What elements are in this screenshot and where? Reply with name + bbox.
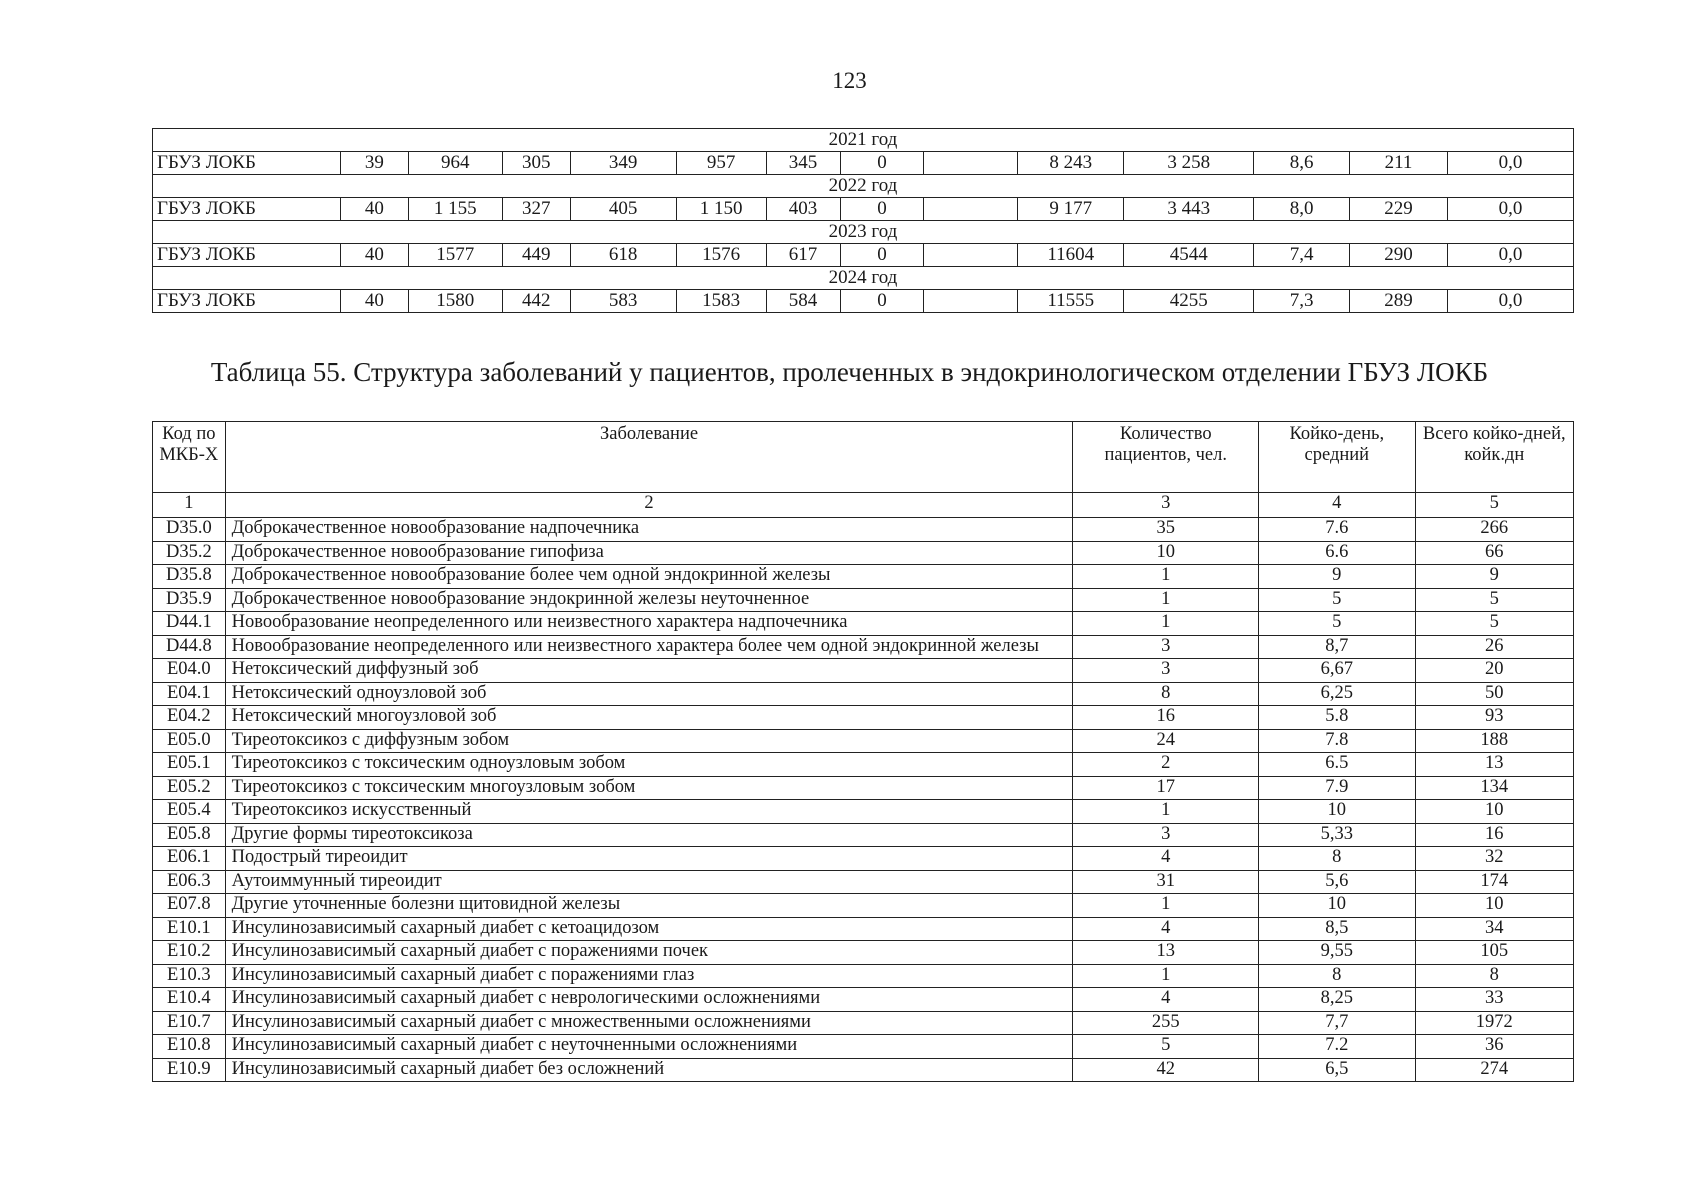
total-bed-days: 26 [1415,635,1573,659]
table-row [153,729,1574,753]
stats-cell: 289 [1350,290,1448,313]
total-bed-days: 266 [1415,518,1573,542]
icd-code: E10.2 [153,941,226,965]
stats-cell [924,290,1018,313]
patient-count: 13 [1073,941,1259,965]
total-bed-days: 10 [1415,894,1573,918]
table-row [153,541,1574,565]
avg-bed-day: 9 [1259,565,1415,589]
avg-bed-day: 8,7 [1259,635,1415,659]
icd-code: D35.0 [153,518,226,542]
disease-name: Новообразование неопределенного или неизвестного характера надпочечника [225,612,1073,636]
total-bed-days: 10 [1415,800,1573,824]
patient-count: 31 [1073,870,1259,894]
stats-cell: 0,0 [1448,152,1574,175]
disease-name: Инсулинозависимый сахарный диабет с множественными осложнениями [225,1011,1073,1035]
stats-cell [924,244,1018,267]
table-row [153,823,1574,847]
avg-bed-day: 9,55 [1259,941,1415,965]
stats-cell: 1576 [676,244,766,267]
stats-cell: 964 [408,152,502,175]
table-row [153,659,1574,683]
stats-row [153,152,1574,175]
stats-cell: 327 [502,198,570,221]
total-bed-days: 32 [1415,847,1573,871]
stats-cell: 0 [840,290,924,313]
patient-count: 1 [1073,588,1259,612]
icd-code: D44.8 [153,635,226,659]
stats-cell: 403 [766,198,840,221]
avg-bed-day: 7.9 [1259,776,1415,800]
stats-cell: 584 [766,290,840,313]
icd-code: D35.2 [153,541,226,565]
patient-count: 42 [1073,1058,1259,1082]
disease-name: Нетоксический диффузный зоб [225,659,1073,683]
total-bed-days: 105 [1415,941,1573,965]
icd-code: E04.1 [153,682,226,706]
patient-count: 4 [1073,988,1259,1012]
icd-code: E04.2 [153,706,226,730]
header-avg-bed-day: Койко-день, средний [1259,422,1415,493]
stats-cell: 0,0 [1448,198,1574,221]
year-label: 2022 год [153,175,1574,198]
table-row [153,776,1574,800]
stats-cell: 11604 [1018,244,1124,267]
avg-bed-day: 5 [1259,612,1415,636]
table-row [153,588,1574,612]
icd-code: E10.8 [153,1035,226,1059]
total-bed-days: 13 [1415,753,1573,777]
patient-count: 16 [1073,706,1259,730]
table-row [153,988,1574,1012]
patient-count: 10 [1073,541,1259,565]
avg-bed-day: 10 [1259,800,1415,824]
column-number-row [153,493,1574,518]
total-bed-days: 16 [1415,823,1573,847]
patient-count: 3 [1073,635,1259,659]
avg-bed-day: 5,33 [1259,823,1415,847]
stats-cell: 290 [1350,244,1448,267]
column-number: 1 [153,493,226,518]
total-bed-days: 33 [1415,988,1573,1012]
icd-code: E10.4 [153,988,226,1012]
stats-cell: 617 [766,244,840,267]
table-row [153,894,1574,918]
icd-code: D35.9 [153,588,226,612]
disease-name: Инсулинозависимый сахарный диабет с поражениями глаз [225,964,1073,988]
total-bed-days: 134 [1415,776,1573,800]
stats-cell: 11555 [1018,290,1124,313]
patient-count: 24 [1073,729,1259,753]
total-bed-days: 36 [1415,1035,1573,1059]
avg-bed-day: 6,67 [1259,659,1415,683]
table-caption: Таблица 55. Структура заболеваний у пациентов, пролеченных в эндокринологическом отделении ГБУЗ ЛОКБ [210,357,1489,387]
disease-name: Нетоксический одноузловой зоб [225,682,1073,706]
stats-cell: 8 243 [1018,152,1124,175]
disease-name: Инсулинозависимый сахарный диабет с кетоацидозом [225,917,1073,941]
stats-cell: 4544 [1124,244,1254,267]
avg-bed-day: 6,25 [1259,682,1415,706]
avg-bed-day: 5,6 [1259,870,1415,894]
column-number: 3 [1073,493,1259,518]
icd-code: E06.1 [153,847,226,871]
icd-code: E10.7 [153,1011,226,1035]
stats-cell: 3 258 [1124,152,1254,175]
table-row [153,964,1574,988]
disease-structure-table [152,421,1574,1082]
disease-name: Другие формы тиреотоксикоза [225,823,1073,847]
stats-cell: 305 [502,152,570,175]
avg-bed-day: 5.8 [1259,706,1415,730]
stats-cell: 0 [840,152,924,175]
disease-name: Новообразование неопределенного или неизвестного характера более чем одной эндокринной железы [225,635,1073,659]
total-bed-days: 274 [1415,1058,1573,1082]
stats-cell [924,198,1018,221]
stats-cell: 449 [502,244,570,267]
patient-count: 1 [1073,964,1259,988]
avg-bed-day: 6.6 [1259,541,1415,565]
table-row [153,917,1574,941]
disease-name: Тиреотоксикоз с токсическим одноузловым зобом [225,753,1073,777]
total-bed-days: 188 [1415,729,1573,753]
stats-cell: 1583 [676,290,766,313]
disease-name: Доброкачественное новообразование эндокринной железы неуточненное [225,588,1073,612]
year-label: 2024 год [153,267,1574,290]
stats-cell: 40 [340,290,408,313]
table-row [153,612,1574,636]
stats-cell: 618 [570,244,676,267]
table-row [153,565,1574,589]
patient-count: 255 [1073,1011,1259,1035]
header-row [153,422,1574,493]
hospital-name: ГБУЗ ЛОКБ [153,290,341,313]
stats-cell: 583 [570,290,676,313]
year-row [153,175,1574,198]
stats-cell: 345 [766,152,840,175]
patient-count: 3 [1073,823,1259,847]
total-bed-days: 8 [1415,964,1573,988]
column-number: 5 [1415,493,1573,518]
stats-cell: 7,4 [1254,244,1350,267]
avg-bed-day: 6.5 [1259,753,1415,777]
table-row [153,1011,1574,1035]
hospital-stats-table [152,128,1574,313]
icd-code: E05.2 [153,776,226,800]
disease-name: Аутоиммунный тиреоидит [225,870,1073,894]
disease-name: Подострый тиреоидит [225,847,1073,871]
stats-cell: 442 [502,290,570,313]
stats-cell: 9 177 [1018,198,1124,221]
total-bed-days: 174 [1415,870,1573,894]
icd-code: E05.1 [153,753,226,777]
icd-code: D44.1 [153,612,226,636]
page-number: 123 [832,68,867,93]
stats-cell: 211 [1350,152,1448,175]
avg-bed-day: 5 [1259,588,1415,612]
stats-cell: 1 155 [408,198,502,221]
stats-cell: 1577 [408,244,502,267]
patient-count: 4 [1073,847,1259,871]
icd-code: E10.1 [153,917,226,941]
header-total-bed-days: Всего койко-дней, койк.дн [1415,422,1573,493]
icd-code: E05.4 [153,800,226,824]
total-bed-days: 34 [1415,917,1573,941]
year-label: 2023 год [153,221,1574,244]
icd-code: D35.8 [153,565,226,589]
avg-bed-day: 8 [1259,847,1415,871]
table-row [153,682,1574,706]
patient-count: 1 [1073,612,1259,636]
table-row [153,753,1574,777]
avg-bed-day: 8,25 [1259,988,1415,1012]
patient-count: 1 [1073,800,1259,824]
stats-cell: 405 [570,198,676,221]
disease-name: Инсулинозависимый сахарный диабет без осложнений [225,1058,1073,1082]
disease-name: Тиреотоксикоз с диффузным зобом [225,729,1073,753]
stats-cell: 40 [340,198,408,221]
patient-count: 4 [1073,917,1259,941]
disease-name: Доброкачественное новообразование более чем одной эндокринной железы [225,565,1073,589]
icd-code: E05.8 [153,823,226,847]
year-row [153,221,1574,244]
avg-bed-day: 7.8 [1259,729,1415,753]
stats-row [153,198,1574,221]
icd-code: E07.8 [153,894,226,918]
icd-code: E10.3 [153,964,226,988]
year-row [153,129,1574,152]
column-number: 2 [225,493,1073,518]
hospital-name: ГБУЗ ЛОКБ [153,198,341,221]
table-row [153,800,1574,824]
header-patient-count: Количество пациентов, чел. [1073,422,1259,493]
patient-count: 3 [1073,659,1259,683]
icd-code: E05.0 [153,729,226,753]
disease-name: Нетоксический многоузловой зоб [225,706,1073,730]
avg-bed-day: 7.2 [1259,1035,1415,1059]
patient-count: 2 [1073,753,1259,777]
table-row [153,518,1574,542]
stats-cell: 0,0 [1448,290,1574,313]
total-bed-days: 9 [1415,565,1573,589]
disease-name: Доброкачественное новообразование надпочечника [225,518,1073,542]
header-icd-code: Код по МКБ-Х [153,422,226,493]
avg-bed-day: 7,7 [1259,1011,1415,1035]
disease-name: Тиреотоксикоз искусственный [225,800,1073,824]
icd-code: E06.3 [153,870,226,894]
icd-code: E04.0 [153,659,226,683]
total-bed-days: 20 [1415,659,1573,683]
stats-cell: 1 150 [676,198,766,221]
stats-cell: 39 [340,152,408,175]
table-row [153,1035,1574,1059]
avg-bed-day: 8,5 [1259,917,1415,941]
total-bed-days: 50 [1415,682,1573,706]
icd-code: E10.9 [153,1058,226,1082]
year-label: 2021 год [153,129,1574,152]
disease-name: Доброкачественное новообразование гипофиза [225,541,1073,565]
table-row [153,1058,1574,1082]
patient-count: 1 [1073,894,1259,918]
total-bed-days: 93 [1415,706,1573,730]
stats-cell: 229 [1350,198,1448,221]
stats-cell: 8,0 [1254,198,1350,221]
disease-name: Инсулинозависимый сахарный диабет с неуточненными осложнениями [225,1035,1073,1059]
disease-name: Тиреотоксикоз с токсическим многоузловым зобом [225,776,1073,800]
patient-count: 35 [1073,518,1259,542]
patient-count: 8 [1073,682,1259,706]
avg-bed-day: 10 [1259,894,1415,918]
table-row [153,941,1574,965]
avg-bed-day: 7.6 [1259,518,1415,542]
total-bed-days: 1972 [1415,1011,1573,1035]
stats-cell: 40 [340,244,408,267]
stats-cell [924,152,1018,175]
avg-bed-day: 6,5 [1259,1058,1415,1082]
table-row [153,847,1574,871]
stats-cell: 0,0 [1448,244,1574,267]
patient-count: 17 [1073,776,1259,800]
stats-cell: 0 [840,244,924,267]
stats-cell: 3 443 [1124,198,1254,221]
stats-row [153,244,1574,267]
patient-count: 5 [1073,1035,1259,1059]
hospital-name: ГБУЗ ЛОКБ [153,152,341,175]
total-bed-days: 5 [1415,588,1573,612]
column-number: 4 [1259,493,1415,518]
stats-cell: 7,3 [1254,290,1350,313]
total-bed-days: 5 [1415,612,1573,636]
stats-cell: 957 [676,152,766,175]
stats-cell: 8,6 [1254,152,1350,175]
stats-row [153,290,1574,313]
table-row [153,706,1574,730]
hospital-name: ГБУЗ ЛОКБ [153,244,341,267]
table-row [153,635,1574,659]
disease-name: Другие уточненные болезни щитовидной железы [225,894,1073,918]
stats-cell: 4255 [1124,290,1254,313]
table-row [153,870,1574,894]
stats-cell: 349 [570,152,676,175]
header-disease: Заболевание [225,422,1073,493]
total-bed-days: 66 [1415,541,1573,565]
stats-cell: 1580 [408,290,502,313]
hospital-stats-body [153,129,1574,313]
year-row [153,267,1574,290]
avg-bed-day: 8 [1259,964,1415,988]
disease-name: Инсулинозависимый сахарный диабет с неврологическими осложнениями [225,988,1073,1012]
disease-name: Инсулинозависимый сахарный диабет с поражениями почек [225,941,1073,965]
stats-cell: 0 [840,198,924,221]
patient-count: 1 [1073,565,1259,589]
disease-rows [153,518,1574,1082]
